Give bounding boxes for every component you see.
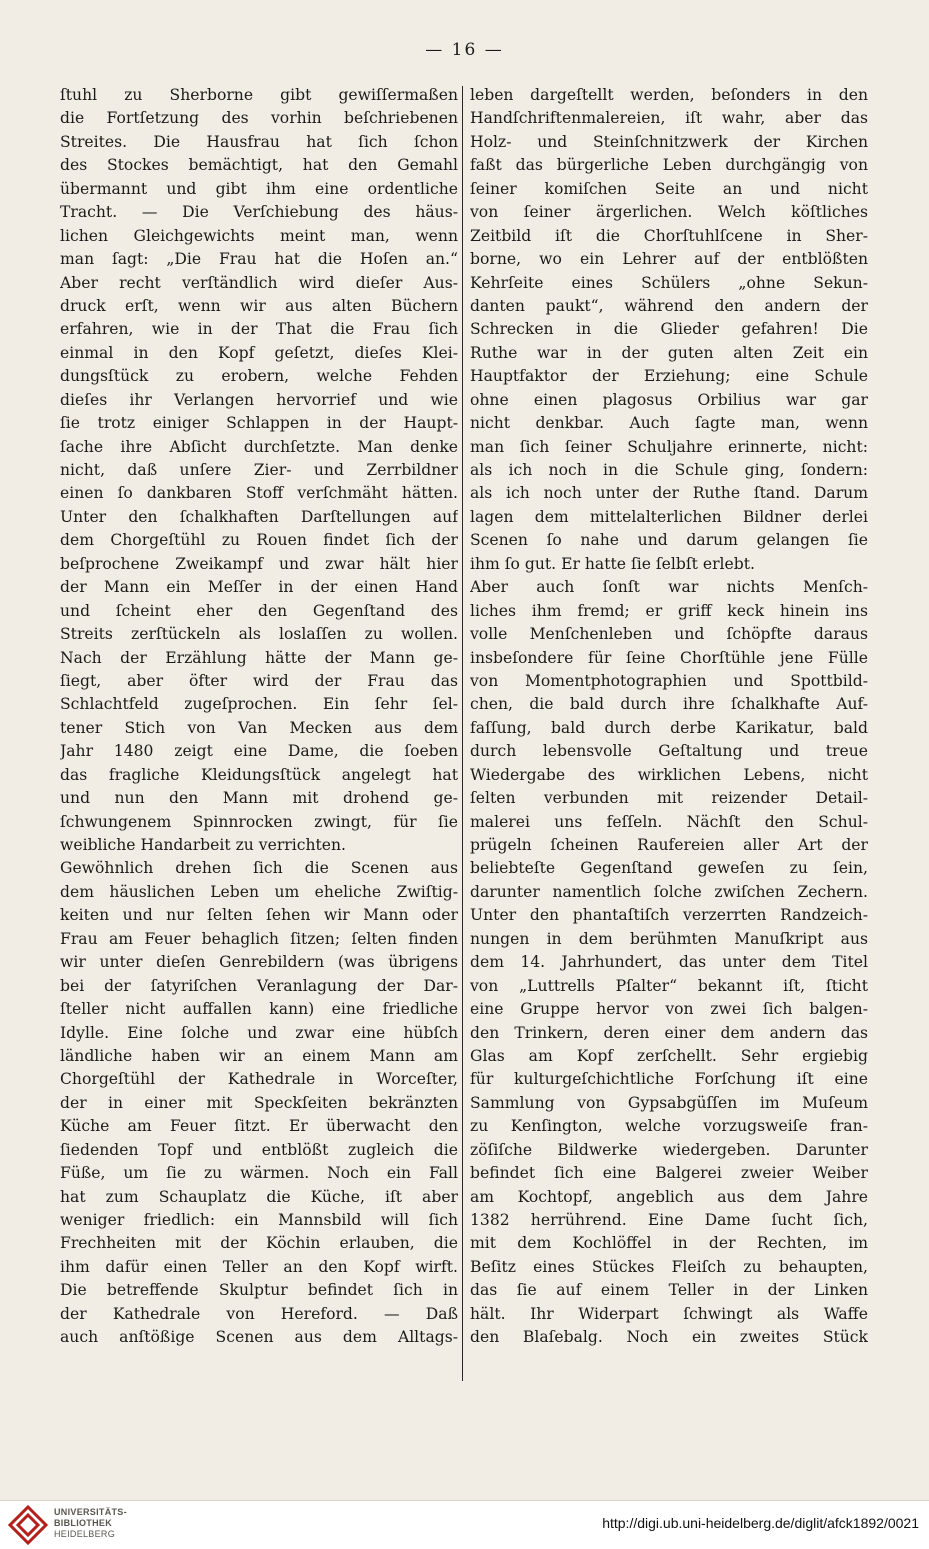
library-name-line-3: HEIDELBERG	[54, 1529, 116, 1539]
text-line: Sammlung von Gypsabgüſſen im Muſeum	[470, 1093, 868, 1112]
text-line: ſchwungenem Spinnrocken zwingt, für ſie	[60, 812, 458, 831]
text-line: übermannt und gibt ihm eine ordentliche	[60, 179, 458, 198]
library-logo-icon	[8, 1505, 48, 1545]
text-line: hält. Ihr Widerpart ſchwingt als Waffe	[470, 1304, 868, 1323]
text-line: das ſie auf einem Teller in der Linken	[470, 1281, 868, 1300]
text-line: liches ihm fremd; er griff keck hinein ins	[470, 601, 868, 620]
text-line: den Blaſebalg. Noch ein zweites Stück	[470, 1328, 868, 1347]
text-line: ſeiner komiſchen Seite an und nicht	[470, 179, 868, 198]
text-line: Handſchriftenmalereien, iſt wahr, aber das	[470, 109, 868, 128]
text-line: Holz- und Steinſchnitzwerk der Kirchen	[470, 132, 868, 151]
text-line: hat zum Schauplatz die Küche, iſt aber	[60, 1187, 458, 1206]
text-line: Die betreffende Skulptur befindet ſich in	[60, 1281, 458, 1300]
text-line: Aber recht verſtändlich wird dieſer Aus-	[60, 273, 458, 292]
text-line: insbeſondere für ſeine Chorſtühle jene Fülle	[470, 648, 868, 667]
text-line: mit dem Kochlöffel in der Rechten, im	[470, 1234, 868, 1253]
text-line: Beſitz eines Stückes Fleiſch zu behaupten,	[470, 1257, 868, 1276]
source-url[interactable]: http://digi.ub.uni-heidelberg.de/diglit/afck1892/0021	[602, 1515, 919, 1531]
text-line: weniger friedlich: ein Mannsbild will ſich	[60, 1211, 458, 1229]
text-line: Streites. Die Hausfrau hat ſich ſchon	[60, 132, 458, 151]
text-line: befindet ſich eine Balgerei zweier Weiber	[470, 1164, 868, 1183]
text-line: Frau am Feuer behaglich ſitzen; ſelten finden	[60, 929, 458, 948]
text-line: nicht denkbar. Auch ſagte man, wenn	[470, 414, 868, 433]
text-line: Unter den ſchalkhaften Darſtellungen auf	[60, 507, 458, 526]
right-text-column	[470, 84, 868, 1350]
column-divider	[462, 86, 463, 1381]
text-line: lichen Gleichgewichts meint man, wenn	[60, 226, 458, 245]
text-line: chen, die bald durch ihre ſchalkhafte Auf-	[470, 695, 868, 714]
text-line: ſelten verbunden mit reizender Detail-	[470, 789, 868, 808]
text-line: wir unter dieſen Genrebildern (was übrigens	[60, 953, 458, 972]
text-line: Jahr 1480 zeigt eine Dame, die ſoeben	[60, 742, 458, 761]
text-line: ſie trotz einiger Schlappen in der Haupt-	[60, 414, 458, 433]
text-line: Kehrſeite eines Schülers „ohne Sekun-	[470, 273, 868, 292]
text-line: zu Kenſington, welche vorzugsweiſe fran-	[470, 1117, 868, 1136]
text-line: Wiedergabe des wirklichen Lebens, nicht	[470, 765, 868, 784]
text-line: beſprochene Zweikampf und zwar hält hier	[60, 554, 458, 573]
footer-bar	[0, 1500, 929, 1549]
text-line: Ruthe war in der guten alten Zeit ein	[470, 343, 868, 362]
text-line: leben dargeſtellt werden, beſonders in den	[470, 86, 868, 104]
text-line: beliebteſte Gegenſtand geweſen zu ſein,	[470, 859, 868, 878]
text-line: am Kochtopf, angeblich aus dem Jahre	[470, 1187, 868, 1206]
text-line: Scenen ſo nahe und darum gelangen ſie	[470, 531, 868, 550]
text-line: den Trinkern, deren einer dem andern das	[470, 1023, 868, 1042]
text-line: durch lebensvolle Geſtaltung und treue	[470, 742, 868, 761]
text-line: ſteller nicht auffallen kann) eine friedliche	[60, 1000, 458, 1019]
text-line: ſache ihre Abſicht durchſetzte. Man denke	[60, 437, 458, 456]
text-line: und nun den Mann mit drohend ge-	[60, 789, 458, 808]
text-line: des Stockes bemächtigt, hat den Gemahl	[60, 156, 458, 175]
text-line: und ſcheint eher den Gegenſtand des	[60, 601, 458, 620]
library-name-line-1: UNIVERSITÄTS-	[54, 1507, 127, 1517]
text-line: dungsſtück zu erobern, welche Fehden	[60, 367, 458, 386]
text-line: Aber auch ſonſt war nichts Menſch-	[470, 578, 868, 597]
text-line: eine Gruppe hervor von zwei ſich balgen-	[470, 1000, 868, 1019]
text-line: volle Menſchenleben und ſchöpfte daraus	[470, 625, 868, 644]
text-line: Chorgeſtühl der Kathedrale in Worceſter,	[60, 1070, 458, 1089]
text-line: bei der ſatyriſchen Veranlagung der Dar-	[60, 976, 458, 995]
text-line: dem Chorgeſtühl zu Rouen findet ſich der	[60, 531, 458, 550]
text-line: ihm dafür einen Teller an den Kopf wirft.	[60, 1257, 458, 1276]
text-line: Glas am Kopf zerſchellt. Sehr ergiebig	[470, 1046, 868, 1065]
text-line: nungen in dem berühmten Manuſkript aus	[470, 929, 868, 948]
text-line: von ſeiner ärgerlichen. Welch köſtliches	[470, 203, 868, 222]
text-line: Idylle. Eine ſolche und zwar eine hübſch	[60, 1023, 458, 1042]
library-name	[54, 1507, 127, 1540]
text-line: Frechheiten mit der Köchin erlauben, die	[60, 1234, 458, 1253]
text-line: von Momentphotographien und Spottbild-	[470, 671, 868, 690]
text-line: darunter namentlich ſolche zwiſchen Zechern.	[470, 882, 868, 901]
text-line: das fragliche Kleidungsſtück angelegt hat	[60, 765, 458, 784]
text-line: erfahren, wie in der That die Frau ſich	[60, 320, 458, 339]
text-line: borne, wo ein Lehrer auf der entblößten	[470, 250, 868, 269]
text-line: Unter den phantaſtiſch verzerrten Randzeich-	[470, 906, 868, 925]
text-line: man ſich ſeiner Schuljahre erinnerte, nicht:	[470, 437, 868, 456]
text-line: ſiedenden Topf und entblößt zugleich die	[60, 1140, 458, 1159]
text-line: Schrecken in die Glieder gefahren! Die	[470, 320, 868, 339]
text-line: der Mann ein Meſſer in der einen Hand	[60, 578, 458, 597]
text-line: faßt das bürgerliche Leben durchgängig von	[470, 156, 868, 175]
text-line: ſiegt, aber öfter wird der Frau das	[60, 671, 458, 690]
text-line: dem 14. Jahrhundert, das unter dem Titel	[470, 953, 868, 972]
text-line: ländliche haben wir an einem Mann am	[60, 1046, 458, 1065]
text-line: faſſung, bald durch derbe Karikatur, bald	[470, 718, 868, 737]
text-line: Tracht. — Die Verſchiebung des häus-	[60, 203, 458, 222]
text-line: die Fortſetzung des vorhin beſchriebenen	[60, 109, 458, 128]
text-line: von „Luttrells Pſalter“ bekannt iſt, ſticht	[470, 976, 868, 995]
text-line: tener Stich von Van Mecken aus dem	[60, 718, 458, 737]
text-line: Hauptfaktor der Erziehung; eine Schule	[470, 367, 868, 386]
text-line: prügeln ſcheinen Raufereien aller Art der	[470, 836, 868, 854]
text-line: als ich noch unter der Ruthe ſtand. Darum	[470, 484, 868, 503]
text-line: druck erſt, wenn wir aus alten Büchern	[60, 296, 458, 315]
text-line: als ich noch in die Schule ging, ſondern:	[470, 461, 868, 479]
text-line: man ſagt: „Die Frau hat die Hoſen an.“	[60, 250, 458, 269]
text-line: dem häuslichen Leben um eheliche Zwiſtig-	[60, 882, 458, 901]
text-line: Füße, um ſie zu wärmen. Noch ein Fall	[60, 1164, 458, 1183]
text-line: der in einer mit Speckſeiten bekränzten	[60, 1093, 458, 1112]
text-line: Gewöhnlich drehen ſich die Scenen aus	[60, 859, 458, 878]
text-line: Zeitbild iſt die Chorſtuhlſcene in Sher-	[470, 226, 868, 245]
text-line: auch anſtößige Scenen aus dem Alltags-	[60, 1328, 458, 1347]
left-text-column	[60, 84, 458, 1350]
text-line: ſtuhl zu Sherborne gibt gewiſſermaßen	[60, 86, 458, 104]
page-number: — 16 —	[425, 40, 504, 60]
text-line: malerei uns feſſeln. Nächſt den Schul-	[470, 812, 868, 831]
text-line: nicht, daß unſere Zier- und Zerrbildner	[60, 461, 458, 479]
library-name-line-2: BIBLIOTHEK	[54, 1518, 112, 1528]
text-line: ohne einen plagosus Orbilius war gar	[470, 390, 868, 409]
text-line: für kulturgeſchichtliche Forſchung iſt eine	[470, 1070, 868, 1089]
text-line: lagen dem mittelalterlichen Bildner derlei	[470, 507, 868, 526]
text-line: Schlachtfeld zugeſprochen. Ein ſehr ſel-	[60, 695, 458, 714]
text-line: weibliche Handarbeit zu verrichten.	[60, 836, 346, 854]
text-line: zöſiſche Bildwerke wiedergeben. Darunter	[470, 1140, 868, 1159]
text-line: einmal in den Kopf geſetzt, dieſes Klei-	[60, 343, 458, 362]
text-line: ihm ſo gut. Er hatte ſie ſelbſt erlebt.	[470, 554, 755, 573]
text-line: der Kathedrale von Hereford. — Daß	[60, 1304, 458, 1323]
text-line: Küche am Feuer ſitzt. Er überwacht den	[60, 1117, 458, 1136]
text-line: Streits zerſtückeln als loslaſſen zu wollen.	[60, 625, 458, 644]
text-line: dieſes ihr Verlangen hervorrief und wie	[60, 390, 458, 409]
text-line: danten paukt“, während den andern der	[470, 296, 868, 315]
text-line: einen ſo dankbaren Stoff verſchmäht hätten.	[60, 484, 458, 503]
text-line: Nach der Erzählung hätte der Mann ge-	[60, 648, 458, 667]
text-line: keiten und nur ſelten ſehen wir Mann oder	[60, 906, 458, 925]
text-line: 1382 herrührend. Eine Dame ſucht ſich,	[470, 1211, 868, 1229]
